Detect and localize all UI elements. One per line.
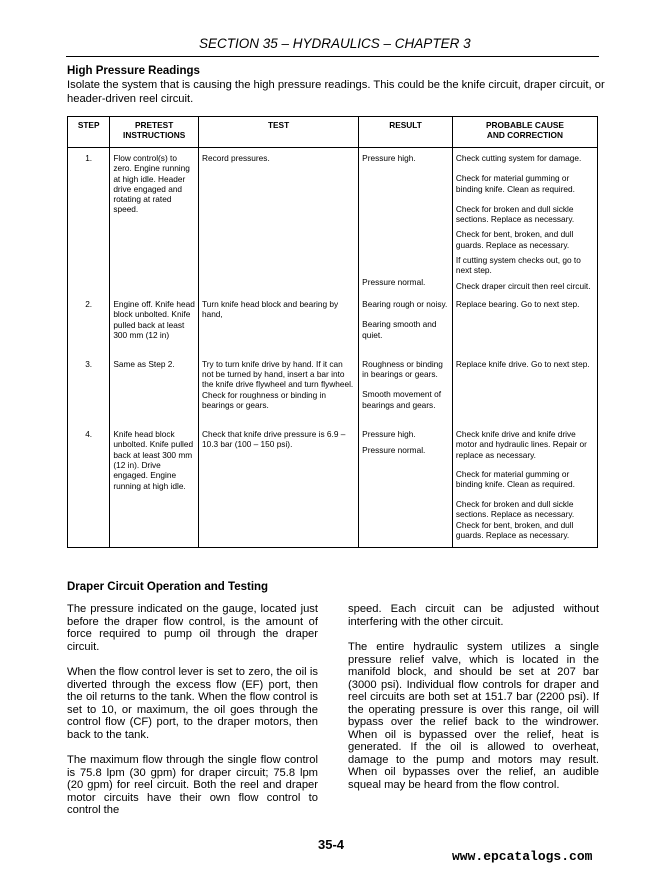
draper-section-title: Draper Circuit Operation and Testing xyxy=(67,581,269,593)
table-row xyxy=(68,424,598,547)
cause-item: Replace bearing. Go to next step. xyxy=(455,298,580,309)
pretest-cell: Flow control(s) to zero. Engine running at high idle. Header drive engaged and rotating at rated speed. xyxy=(110,148,199,291)
draper-paragraph: speed. Each circuit can be adjusted without interfering with the other circuit. xyxy=(348,603,599,628)
draper-paragraph: When the flow control lever is set to zero, the oil is diverted through the excess flow (EF) port, then the oil returns to the tank. When the flow control is set to 10, or maximum, the oil goes through the control flow (CF) port, to the draper motors, then back to the tank. xyxy=(67,666,318,741)
pretest-cell: Knife head block unbolted. Knife pulled back at least 300 mm (12 in). Drive engaged. Engine running at high idle. xyxy=(110,424,199,547)
draper-paragraph: The entire hydraulic system utilizes a single pressure relief valve, which is located in the manifold block, and should be set at 207 bar (3000 psi). Individual flow controls for draper and reel circuits are both set at 151.7 bar (2200 psi). If the operating pressure is over this range, oil will bypass over the relief back to the windrower. When oil is bypassed over the relief, heat is generated. If the oil is allowed to overheat, damage to the pump and motors may result. When oil bypasses over the relief, an audible squeal may be heard from the flow control. xyxy=(348,641,599,791)
draper-paragraph: The maximum flow through the single flow control is 75.8 lpm (30 gpm) for draper circuit; 75.8 lpm (20 gpm) for reel circuit. Both the reel and draper motor circuits have their own flow control to control the xyxy=(67,754,318,816)
col-header-pretest: PRETEST INSTRUCTIONS xyxy=(110,117,199,148)
col-header-result: RESULT xyxy=(359,117,453,148)
page-header: SECTION 35 – HYDRAULICS – CHAPTER 3 xyxy=(199,36,471,51)
result-cell xyxy=(359,148,453,291)
cause-item: If cutting system checks out, go to next step. xyxy=(455,255,581,276)
test-cell: Try to turn knife drive by hand. If it can not be turned by hand, insert a bar into the knife drive flywheel and turn flywheel. Check for roughness or binding in bearings or gears. xyxy=(198,354,358,424)
draper-left-column xyxy=(67,603,318,830)
result-primary: Bearing rough or noisy. xyxy=(362,298,448,309)
cause-item: Check draper circuit then reel circuit. xyxy=(455,280,591,291)
draper-paragraph: The pressure indicated on the gauge, located just before the draper flow control, is the amount of force required to pump oil through the draper circuit. xyxy=(67,603,318,653)
section-title: High Pressure Readings xyxy=(67,65,200,77)
test-cell: Turn knife head block and bearing by hand, xyxy=(198,291,358,354)
cause-item: Check for bent, broken, and dull guards. Replace as necessary. xyxy=(455,520,574,541)
step-number: 4. xyxy=(68,424,110,547)
result-cell xyxy=(359,291,453,354)
result-secondary: Pressure normal. xyxy=(362,445,426,456)
col-header-step: STEP xyxy=(68,117,110,148)
cause-item: Check for broken and dull sickle sections. Replace as necessary. xyxy=(455,498,575,519)
test-cell: Check that knife drive pressure is 6.9 – 10.3 bar (100 – 150 psi). xyxy=(198,424,358,547)
cause-item: Replace knife drive. Go to next step. xyxy=(455,358,590,369)
cause-item: Check for broken and dull sickle sections. Replace as necessary. xyxy=(455,203,575,225)
result-primary: Pressure high. xyxy=(362,429,416,440)
result-secondary: Bearing smooth and quiet. xyxy=(362,319,437,340)
troubleshooting-table xyxy=(67,116,598,548)
table-row xyxy=(68,354,598,424)
pretest-cell: Same as Step 2. xyxy=(110,354,199,424)
cause-item: Check knife drive and knife drive motor and hydraulic lines. Repair or replace as necessary. xyxy=(455,429,587,460)
cause-cell xyxy=(452,291,597,354)
cause-item: Check for material gumming or binding knife. Clean as required. xyxy=(455,173,575,194)
step-number: 2. xyxy=(68,291,110,354)
pretest-cell: Engine off. Knife head block unbolted. Knife pulled back at least 300 mm (12 in) xyxy=(110,291,199,354)
section-intro: Isolate the system that is causing the high pressure readings. This could be the knife circuit, draper circuit, or header-driven reel circuit. xyxy=(67,79,605,105)
col-header-cause: PROBABLE CAUSE AND CORRECTION xyxy=(452,117,597,148)
table-row xyxy=(68,148,598,291)
cause-cell xyxy=(452,354,597,424)
header-rule xyxy=(66,56,599,57)
result-secondary: Smooth movement of bearings and gears. xyxy=(362,389,442,410)
result-primary: Roughness or binding in bearings or gears. xyxy=(362,358,443,380)
table-header-row xyxy=(68,117,598,148)
cause-item: Check for bent, broken, and dull guards. Replace as necessary. xyxy=(455,229,574,250)
result-primary: Pressure high. xyxy=(362,153,416,163)
result-cell xyxy=(359,354,453,424)
cause-cell xyxy=(452,148,597,291)
page-number: 35-4 xyxy=(318,837,345,852)
test-cell: Record pressures. xyxy=(198,148,358,291)
cause-cell xyxy=(452,424,597,547)
step-number: 1. xyxy=(68,148,110,291)
result-cell xyxy=(359,424,453,547)
table-row xyxy=(68,291,598,354)
draper-right-column xyxy=(348,603,599,804)
cause-item: Check for material gumming or binding knife. Clean as required. xyxy=(455,468,575,490)
result-secondary: Pressure normal. xyxy=(362,277,426,288)
cause-item: Check cutting system for damage. xyxy=(455,153,582,163)
col-header-test: TEST xyxy=(198,117,358,148)
watermark: www.epcatalogs.com xyxy=(452,849,593,864)
step-number: 3. xyxy=(68,354,110,424)
